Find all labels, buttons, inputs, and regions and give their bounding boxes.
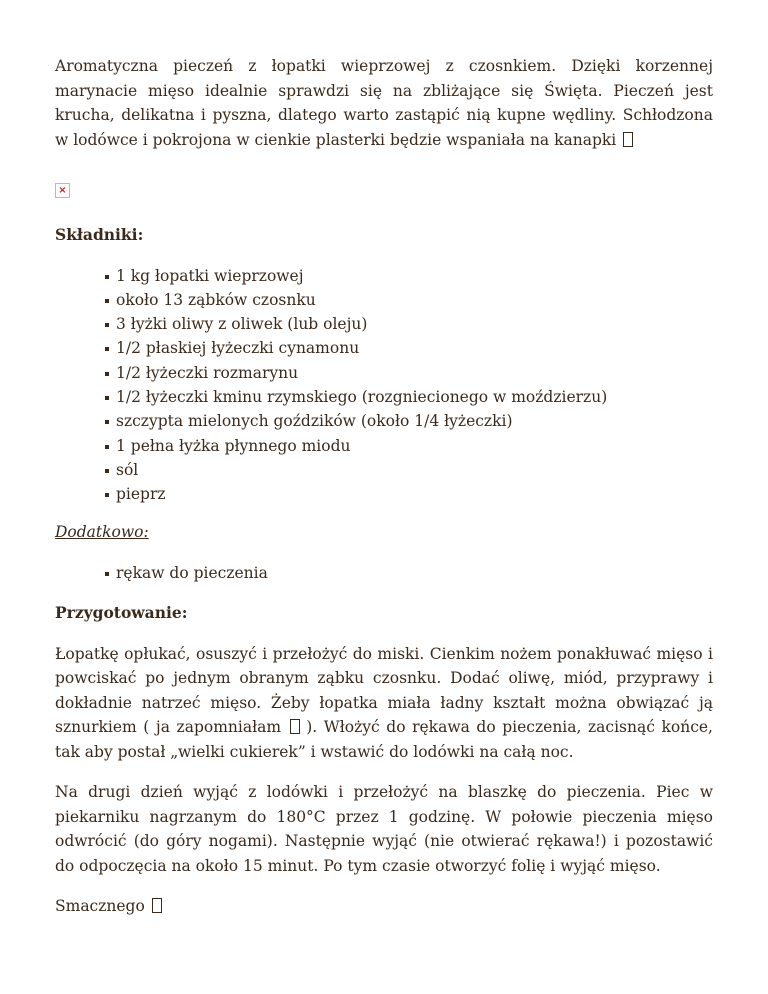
preparation-heading: Przygotowanie: <box>55 603 188 623</box>
ingredient-item: 3 łyżki oliwy z oliwek (lub oleju) <box>105 312 713 336</box>
missing-emoji-icon <box>623 132 633 147</box>
ingredient-item: 1 pełna łyżka płynnego miodu <box>105 434 713 458</box>
ingredients-list <box>55 264 713 507</box>
closing-text: Smacznego <box>55 897 145 916</box>
missing-emoji-icon <box>152 898 162 913</box>
ingredient-item: pieprz <box>105 482 713 506</box>
intro-paragraph <box>55 0 713 152</box>
prep-text-a: Łopatkę opłukać, osuszyć i przełożyć do miski. Cienkim nożem ponakłuwać mięso i powciskać po jednym obranym ząbku czosnku. Dodać oliwę, miód, przyprawy i dokładnie natrzeć mięso. Żeby łopatka miała ładny kształt można obwiązać ją sznurkiem ( ja zapomniałam <box>55 644 713 737</box>
extra-label: Dodatkowo: <box>55 523 149 542</box>
ingredient-item: sól <box>105 458 713 482</box>
broken-image-icon: × <box>55 183 70 198</box>
ingredient-item: 1/2 płaskiej łyżeczki cynamonu <box>105 336 713 360</box>
preparation-step-2: Na drugi dzień wyjąć z lodówki i przełożyć na blaszkę do pieczenia. Piec w piekarniku nagrzanym do 180°C przez 1 godzinę. W połowie pieczenia mięso odwrócić (do góry nogami). Następnie wyjąć (nie otwierać rękawa!) i pozostawić do odpoczęcia na około 15 minut. Po tym czasie otworzyć folię i wyjąć mięso. <box>55 783 713 875</box>
ingredient-item: 1/2 łyżeczki kminu rzymskiego (rozgniecionego w moździerzu) <box>105 385 713 409</box>
prep-text-b: ). Włożyć do rękawa do pieczenia, zacisnąć końce, tak aby postał „wielki cukierek” i wstawić do lodówki na całą noc. <box>55 718 713 761</box>
preparation-step-1 <box>55 642 713 765</box>
closing-line <box>55 894 713 919</box>
ingredient-item: około 13 ząbków czosnku <box>105 288 713 312</box>
ingredient-item: 1/2 łyżeczki rozmarynu <box>105 361 713 385</box>
extra-items-list <box>55 561 713 585</box>
intro-text: Aromatyczna pieczeń z łopatki wieprzowej z czosnkiem. Dzięki korzennej marynacie mięso idealnie sprawdzi się na zbliżające się Święta. Pieczeń jest krucha, delikatna i pyszna, dlatego warto zastąpić nią kupne wędliny. Schłodzona w lodówce i pokrojona w cienkie plasterki będzie wspaniała na kanapki <box>55 57 713 149</box>
ingredients-heading: Składniki: <box>55 225 144 244</box>
missing-emoji-icon <box>290 719 300 734</box>
extra-item: rękaw do pieczenia <box>105 561 713 585</box>
ingredient-item: 1 kg łopatki wieprzowej <box>105 264 713 288</box>
ingredient-item: szczypta mielonych goździków (około 1/4 łyżeczki) <box>105 409 713 433</box>
